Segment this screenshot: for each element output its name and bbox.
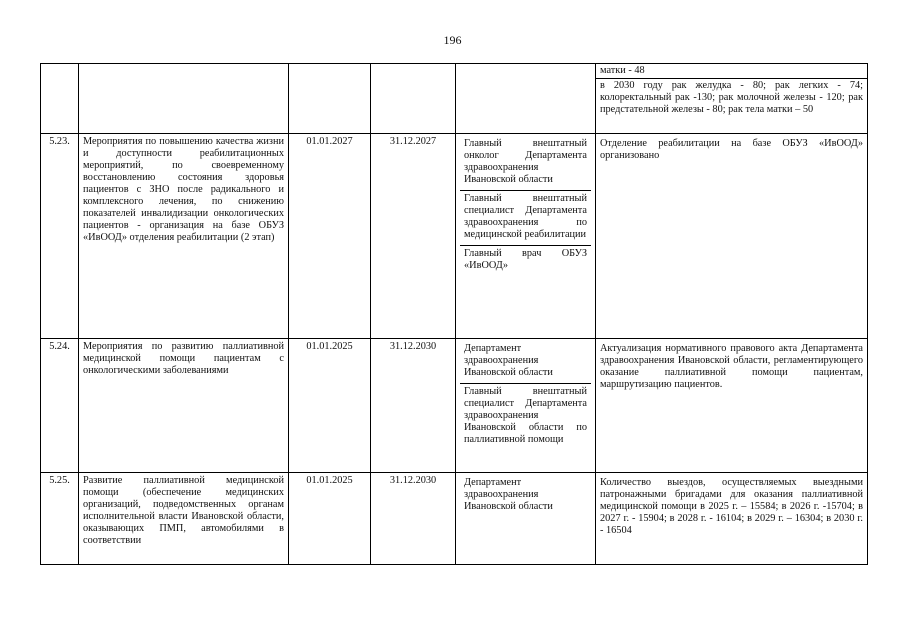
responsible-entry: Главный внештатный специалист Департамента здравоохранения Ивановской области по паллиативной помощи [464, 386, 587, 445]
responsible-entry: Главный внештатный специалист Департамента здравоохранения по медицинской реабилитации [460, 191, 591, 246]
responsible-entry: Главный внештатный онколог Департамента здравоохранения Ивановской области [460, 136, 591, 191]
measure-name: Мероприятия по повышению качества жизни и доступности реабилитационных мероприятий, по своевременному восстановлению состояния здоровья пациентов с ЗНО после радикального и комплексного лечения, по снижению показателей инвалидизации онкологических пациентов - организация на базе ОБУЗ «ИвООД» отделения реабилитации (2 этап) [79, 134, 289, 339]
start-date: 01.01.2027 [289, 134, 371, 339]
table-row [41, 339, 868, 473]
cell-result-continuation [596, 64, 868, 134]
start-date: 01.01.2025 [289, 339, 371, 473]
cell-num-empty [41, 64, 79, 134]
table-row [41, 473, 868, 565]
responsible-entry: Департамент здравоохранения Ивановской области [460, 341, 591, 384]
table-row-continuation [41, 64, 868, 134]
responsible-cell [456, 134, 596, 339]
measures-table [40, 63, 868, 565]
expected-result: Количество выездов, осуществляемых выездными патронажными бригадами для оказания паллиативной медицинской помощи в 2025 г. – 15584; в 2026 г. -15704; в 2027 г. - 15904; в 2028 г. - 16104; в 2029 г. – 16304; в 2030 г. - 16504 [596, 473, 868, 565]
row-number: 5.25. [41, 473, 79, 565]
measure-name: Развитие паллиативной медицинской помощи (обеспечение медицинских организаций, подведомственных органам исполнительной власти Ивановской области, оказывающих ПМП, автомобилями в соответствии [79, 473, 289, 565]
end-date: 31.12.2030 [371, 339, 456, 473]
cell-end-empty [371, 64, 456, 134]
end-date: 31.12.2027 [371, 134, 456, 339]
responsible-entry: Департамент здравоохранения Ивановской области [464, 477, 553, 512]
row-number: 5.24. [41, 339, 79, 473]
responsible-cell [456, 339, 596, 473]
result-line: в 2030 году рак желудка - 80; рак легких - 74; колоректальный рак -130; рак молочной железы - 120; рак предстательной железы - 80; рак тела матки – 50 [600, 80, 863, 115]
page-number: 196 [443, 33, 462, 47]
responsible-entry: Главный врач ОБУЗ «ИвООД» [464, 248, 587, 271]
cell-name-empty [79, 64, 289, 134]
result-line: матки - 48 [596, 64, 867, 79]
cell-start-empty [289, 64, 371, 134]
end-date: 31.12.2030 [371, 473, 456, 565]
cell-resp-empty [456, 64, 596, 134]
expected-result: Актуализация нормативного правового акта Департамента здравоохранения Ивановской области, регламентирующего оказание паллиативной помощи пациентам, маршрутизацию пациентов. [596, 339, 868, 473]
table-row [41, 134, 868, 339]
responsible-cell [456, 473, 596, 565]
start-date: 01.01.2025 [289, 473, 371, 565]
row-number: 5.23. [41, 134, 79, 339]
expected-result: Отделение реабилитации на базе ОБУЗ «ИвООД» организовано [596, 134, 868, 339]
measure-name: Мероприятия по развитию паллиативной медицинской помощи пациентам с онкологическими заболеваниями [79, 339, 289, 473]
